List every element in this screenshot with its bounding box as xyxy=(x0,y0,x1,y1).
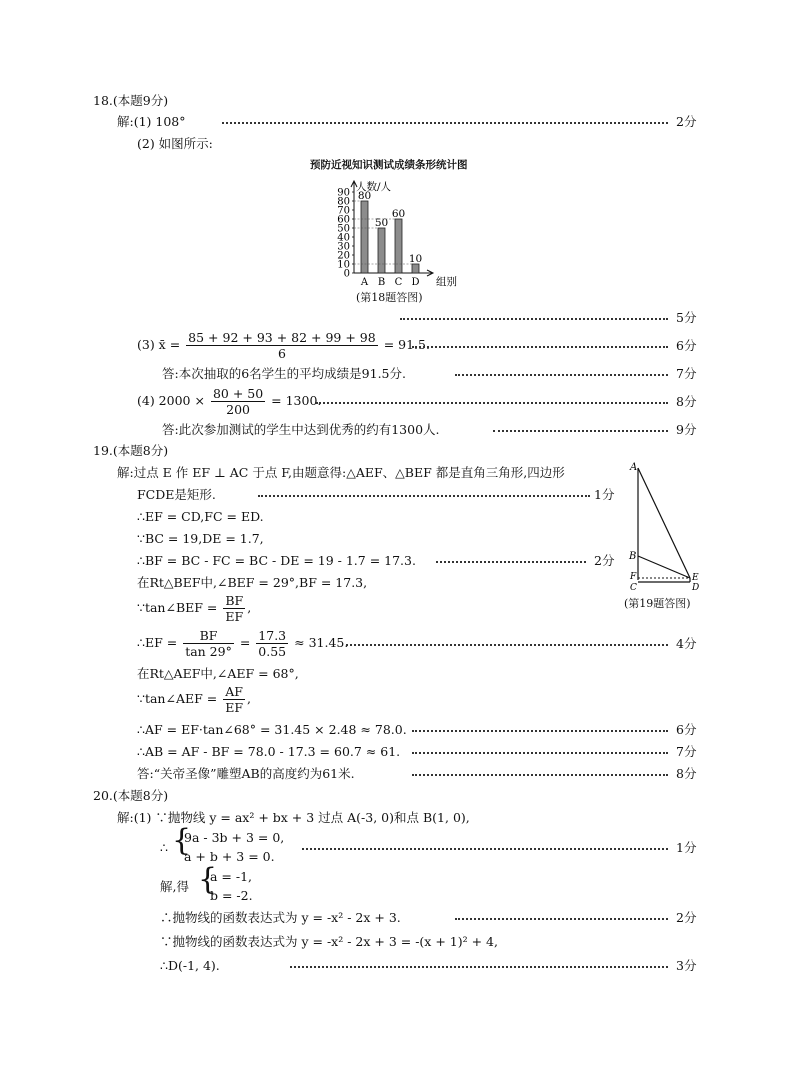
tan-aef-lhs: ∵tan∠AEF = xyxy=(137,691,218,706)
q20-solution-a: a = -1, xyxy=(210,869,253,884)
q20-solution-b: b = -2. xyxy=(210,888,253,903)
q20-system-eq2: a + b + 3 = 0. xyxy=(184,849,275,864)
dot-leader xyxy=(436,561,586,563)
q20-line: ∴D(-1, 4). xyxy=(160,958,220,973)
q19-line: ∴AF = EF·tan∠68° = 31.45 × 2.48 ≈ 78.0. xyxy=(137,722,407,737)
y-tick-label: 40 xyxy=(337,232,350,244)
score-points: 8分 xyxy=(676,766,697,781)
score-points: 7分 xyxy=(676,366,697,381)
q19-header: 19.(本题8分) xyxy=(93,443,169,458)
ef-equals: = xyxy=(239,635,251,650)
tan-aef-tail: , xyxy=(247,691,252,706)
label-e: E xyxy=(692,573,699,583)
mean-rhs: = 91.5. xyxy=(383,337,430,352)
x-tick-label: C xyxy=(394,277,403,288)
dot-leader xyxy=(222,122,668,124)
q18-part1: 解:(1) 108° xyxy=(117,114,186,129)
q19-line: ∴EF = CD,FC = ED. xyxy=(137,509,264,524)
ef-fraction-1 xyxy=(183,628,234,659)
estimate-fraction xyxy=(211,386,265,417)
score-points: 7分 xyxy=(676,744,697,759)
q19-tan-aef xyxy=(137,684,251,715)
bar-a xyxy=(361,201,368,273)
y-tick-label: 0 xyxy=(343,268,350,280)
x-tick-label: A xyxy=(360,277,369,288)
q19-tan-bef xyxy=(137,593,251,624)
ef-fraction-2 xyxy=(256,628,288,659)
label-d: D xyxy=(692,583,700,593)
q19-line: ∴BF = BC - FC = BC - DE = 19 - 1.7 = 17.3. xyxy=(137,553,416,568)
label-f: F xyxy=(630,572,637,582)
bar-c xyxy=(395,219,402,273)
y-tick-label: 50 xyxy=(337,223,350,235)
q19-line: FCDE是矩形. xyxy=(137,487,216,502)
dot-leader xyxy=(455,374,668,376)
tan-bef-denominator: EF xyxy=(225,609,244,624)
tan-bef-fraction xyxy=(223,593,245,624)
bar-chart xyxy=(326,170,486,300)
dot-leader xyxy=(316,402,668,404)
q19-line: ∵BC = 19,DE = 1.7, xyxy=(137,531,264,546)
score-points: 2分 xyxy=(594,553,615,568)
q19-line: 解:过点 E 作 EF ⊥ AC 于点 F,由题意得:△AEF、△BEF 都是直角三角形,四边形 xyxy=(117,465,565,480)
bar-value-label: 10 xyxy=(408,253,423,265)
q19-line: 在Rt△BEF中,∠BEF = 29°,BF = 17.3, xyxy=(137,575,368,590)
ef-numerator-1: BF xyxy=(183,628,234,644)
score-points: 5分 xyxy=(676,310,697,325)
dot-leader xyxy=(412,730,668,732)
ef-numerator-2: 17.3 xyxy=(258,628,287,643)
q18-part2: (2) 如图所示: xyxy=(137,136,213,151)
q20-line: ∵抛物线的函数表达式为 y = -x² - 2x + 3 = -(x + 1)² + 4, xyxy=(160,934,498,949)
y-tick-label: 30 xyxy=(337,241,350,253)
score-points: 6分 xyxy=(676,722,697,737)
dot-leader xyxy=(412,752,668,754)
bar-d xyxy=(412,264,419,273)
mean-fraction xyxy=(186,330,378,361)
tan-aef-denominator: EF xyxy=(225,700,244,715)
q19-figure-caption: (第19题答图) xyxy=(624,597,691,610)
tan-bef-tail: , xyxy=(247,600,252,615)
x-tick-label: D xyxy=(411,277,420,288)
dot-leader xyxy=(346,644,668,646)
system-brace: { xyxy=(172,823,192,858)
mean-lhs: (3) x̄ = xyxy=(137,337,181,352)
y-tick-label: 60 xyxy=(337,214,350,226)
dot-leader xyxy=(412,774,668,776)
bar-value-label: 60 xyxy=(391,208,406,220)
q20-system-prefix: ∴ xyxy=(160,840,168,855)
estimate-lhs: (4) 2000 × xyxy=(137,393,205,408)
q19-line: 在Rt△AEF中,∠AEF = 68°, xyxy=(137,666,299,681)
score-points: 9分 xyxy=(676,422,697,437)
q20-line: 解:(1) ∵抛物线 y = ax² + bx + 3 过点 A(-3, 0)和点 B(1, 0), xyxy=(117,810,470,825)
q18-part3-formula xyxy=(137,330,430,361)
ef-denominator-1: tan 29° xyxy=(185,644,232,659)
y-tick-label: 20 xyxy=(337,250,350,262)
line-ae xyxy=(638,468,690,578)
line-be xyxy=(638,556,690,578)
score-points: 1分 xyxy=(594,487,615,502)
q18-part3-answer: 答:本次抽取的6名学生的平均成绩是91.5分. xyxy=(162,366,406,381)
q20-system-eq1: 9a - 3b + 3 = 0, xyxy=(184,830,285,845)
tan-bef-lhs: ∵tan∠BEF = xyxy=(137,600,218,615)
q18-header: 18.(本题9分) xyxy=(93,93,169,108)
score-points: 8分 xyxy=(676,394,697,409)
bar-value-label: 80 xyxy=(357,190,372,202)
ef-lhs: ∴EF = xyxy=(137,635,178,650)
q20-header: 20.(本题8分) xyxy=(93,788,169,803)
y-axis-label: 人数/人 xyxy=(356,181,392,193)
q19-answer: 答:“关帝圣像”雕塑AB的高度约为61米. xyxy=(137,766,355,781)
label-b: B xyxy=(629,551,637,562)
dot-leader xyxy=(455,918,668,920)
dot-leader xyxy=(290,966,668,968)
y-tick-label: 10 xyxy=(337,259,350,271)
q19-figure xyxy=(620,458,710,598)
mean-denominator: 6 xyxy=(277,346,286,361)
label-c: C xyxy=(630,583,637,593)
solution-brace: { xyxy=(198,862,218,897)
q18-part4-answer: 答:此次参加测试的学生中达到优秀的约有1300人. xyxy=(162,422,440,437)
chart-title: 预防近视知识测试成绩条形统计图 xyxy=(310,159,468,171)
bar-b xyxy=(378,228,385,273)
estimate-numerator: 80 + 50 xyxy=(212,386,264,401)
tan-bef-numerator: BF xyxy=(225,593,244,608)
mean-numerator: 85 + 92 + 93 + 82 + 99 + 98 xyxy=(188,330,376,345)
chart-plot-area xyxy=(337,180,457,288)
dot-leader xyxy=(412,346,668,348)
dot-leader xyxy=(493,430,668,432)
q19-line: ∴AB = AF - BF = 78.0 - 17.3 = 60.7 ≈ 61. xyxy=(137,744,401,759)
y-tick-label: 70 xyxy=(337,205,350,217)
y-tick-label: 90 xyxy=(337,187,350,199)
estimate-rhs: = 1300. xyxy=(271,393,322,408)
estimate-denominator: 200 xyxy=(226,402,250,417)
score-points: 1分 xyxy=(676,840,697,855)
q20-solve-prefix: 解,得 xyxy=(160,879,189,894)
dot-leader xyxy=(258,495,590,497)
ef-rhs: ≈ 31.45. xyxy=(294,635,349,650)
tan-aef-fraction xyxy=(223,684,245,715)
x-tick-label: B xyxy=(377,277,386,288)
q19-ef-calc xyxy=(137,628,348,659)
score-points: 3分 xyxy=(676,958,697,973)
score-points: 4分 xyxy=(676,636,697,651)
bar-value-label: 50 xyxy=(374,217,389,229)
score-points: 2分 xyxy=(676,114,697,129)
label-a: A xyxy=(630,462,638,473)
score-points: 2分 xyxy=(676,910,697,925)
x-axis-label: 组别 xyxy=(436,276,457,288)
q18-part4-formula xyxy=(137,386,321,417)
dot-leader xyxy=(400,318,668,320)
score-points: 6分 xyxy=(676,338,697,353)
chart-caption: (第18题答图) xyxy=(356,291,423,304)
dot-leader xyxy=(302,848,668,850)
tan-aef-numerator: AF xyxy=(223,684,245,700)
y-tick-label: 80 xyxy=(337,196,350,208)
ef-denominator-2: 0.55 xyxy=(258,644,287,659)
q20-line: ∴抛物线的函数表达式为 y = -x² - 2x + 3. xyxy=(160,910,401,925)
